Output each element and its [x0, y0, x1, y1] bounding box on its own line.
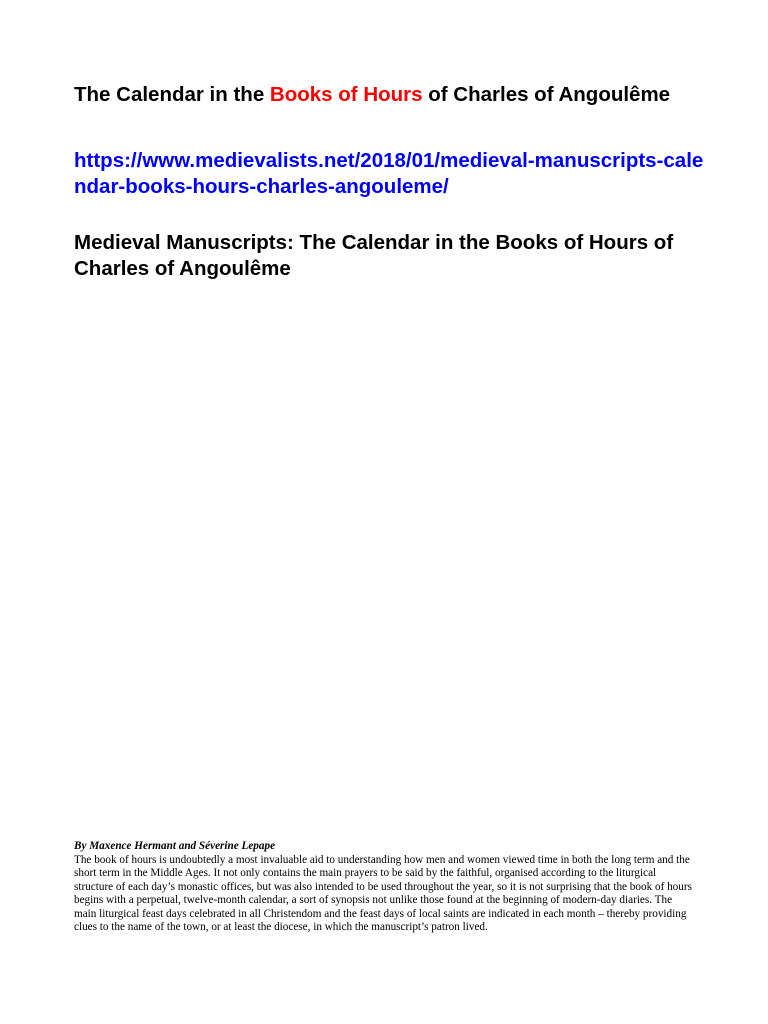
author-byline: By Maxence Hermant and Séverine Lepape	[74, 840, 276, 852]
title-text-start: The Calendar in the	[74, 83, 270, 106]
article-paragraph: The book of hours is undoubtedly a most invaluable aid to understanding how men and women viewed time in both the long term and the short term in the Middle Ages. It not only contains the main prayers to be said by the faithful, organised according to the liturgical structure of each day’s monastic offices, but was also intended to be used throughout the year, so it is not surprising that the book of hours begins with a perpetual, twelve-month calendar, a sort of synopsis not unlike those found at the beginning of modern-day diaries. The main liturgical feast days celebrated in all Christendom and the feast days of local saints are indicated in each month – thereby providing clues to the name of the town, or at least the diocese, in which the manuscript’s patron lived.	[74, 853, 692, 933]
source-link[interactable]: https://www.medievalists.net/2018/01/medieval-manuscripts-calendar-books-hours-charles-angouleme/	[74, 149, 704, 198]
title-text-end: of Charles of Angoulême	[422, 83, 671, 106]
article-excerpt	[74, 840, 694, 935]
article-heading: Medieval Manuscripts: The Calendar in the Books of Hours of Charles of Angoulême	[74, 231, 674, 280]
title-highlight: Books of Hours	[269, 83, 423, 106]
document-title	[74, 82, 694, 108]
